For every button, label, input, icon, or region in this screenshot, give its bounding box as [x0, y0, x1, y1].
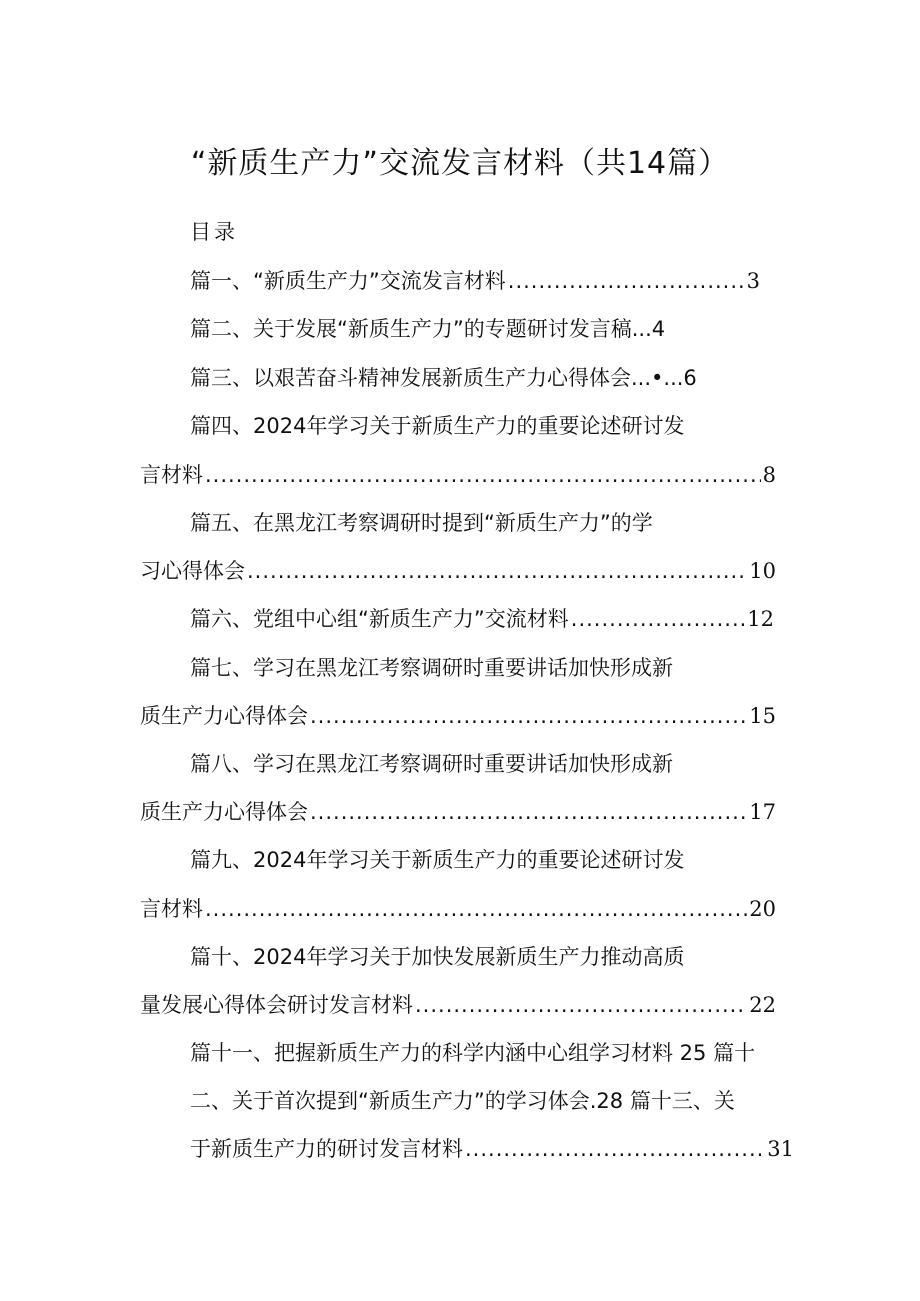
toc-entry-7-line1[interactable]: [190, 653, 673, 683]
toc-entry-text: 二、关于首次提到“新质生产力”的学习体会.28 篇十三、关: [190, 1089, 735, 1113]
leader-dots: [205, 894, 747, 924]
toc-page-number: 22: [749, 993, 776, 1017]
toc-entry-text: 篇一、“新质生产力”交流发言材料: [190, 269, 506, 293]
toc-entry-8-line1[interactable]: [190, 749, 673, 779]
leader-dots: [310, 797, 747, 827]
toc-entry-11-line3[interactable]: [190, 1134, 794, 1164]
toc-page-number: 8: [762, 463, 776, 487]
toc-entry-6[interactable]: [190, 604, 774, 634]
toc-entry-text: 质生产力心得体会: [140, 800, 308, 824]
toc-entry-text: 篇十、2024年学习关于加快发展新质生产力推动高质: [190, 945, 685, 969]
toc-entry-text: 篇十一、把握新质生产力的科学内涵中心组学习材料 25 篇十: [190, 1041, 756, 1065]
toc-entry-3[interactable]: [190, 363, 697, 393]
leader-dots: [508, 266, 745, 296]
toc-entry-text: 篇七、学习在黑龙江考察调研时重要讲话加快形成新: [190, 656, 673, 680]
toc-entry-text: 篇九、2024年学习关于新质生产力的重要论述研讨发: [190, 848, 685, 872]
toc-entry-10-line2[interactable]: [140, 990, 776, 1020]
toc-entry-text: 量发展心得体会研讨发言材料: [140, 993, 413, 1017]
toc-entry-text: 篇二、关于发展“新质生产力”的专题研讨发言稿...4: [190, 317, 666, 341]
toc-page-number: 15: [749, 704, 776, 728]
toc-entry-text: 于新质生产力的研讨发言材料: [190, 1137, 463, 1161]
toc-entry-text: 篇六、党组中心组“新质生产力”交流材料: [190, 607, 569, 631]
toc-page-number: 3: [746, 269, 760, 293]
toc-page-number: 12: [747, 607, 774, 631]
toc-entry-1[interactable]: [190, 266, 760, 296]
toc-entry-5-line2[interactable]: [140, 556, 776, 586]
toc-entry-8-line2[interactable]: [140, 797, 776, 827]
toc-entry-5-line1[interactable]: [190, 508, 653, 538]
leader-dots: [247, 556, 747, 586]
toc-entry-7-line2[interactable]: [140, 701, 776, 731]
toc-entry-4-line1[interactable]: [190, 411, 684, 441]
page-title: “新质生产力”交流发言材料（共14篇）: [190, 146, 730, 181]
toc-entry-text: 篇八、学习在黑龙江考察调研时重要讲话加快形成新: [190, 752, 673, 776]
toc-entry-9-line1[interactable]: [190, 845, 684, 875]
toc-entry-text: 篇四、2024年学习关于新质生产力的重要论述研讨发: [190, 414, 685, 438]
toc-entry-text: 言材料: [140, 463, 203, 487]
leader-dots: [415, 990, 747, 1020]
toc-entry-text: 篇三、以艰苦奋斗精神发展新质生产力心得体会...•...6: [190, 366, 697, 390]
toc-page-number: 17: [749, 800, 776, 824]
leader-dots: [205, 460, 761, 490]
toc-page-number: 31: [767, 1137, 794, 1161]
toc-entry-text: 质生产力心得体会: [140, 704, 308, 728]
toc-entry-11-line2[interactable]: [190, 1086, 735, 1116]
toc-entry-text: 习心得体会: [140, 559, 245, 583]
toc-entry-9-line2[interactable]: [140, 894, 776, 924]
toc-page-number: 10: [749, 559, 776, 583]
toc-label: 目录: [190, 220, 238, 244]
toc-entry-2[interactable]: [190, 314, 665, 344]
toc-page-number: 20: [749, 897, 776, 921]
toc-entry-text: 篇五、在黑龙江考察调研时提到“新质生产力”的学: [190, 511, 653, 535]
toc-entry-11-line1[interactable]: [190, 1038, 755, 1068]
leader-dots: [310, 701, 747, 731]
leader-dots: [465, 1134, 765, 1164]
toc-entry-10-line1[interactable]: [190, 942, 684, 972]
toc-entry-4-line2[interactable]: [140, 460, 776, 490]
toc-entry-text: 言材料: [140, 897, 203, 921]
leader-dots: [571, 604, 746, 634]
